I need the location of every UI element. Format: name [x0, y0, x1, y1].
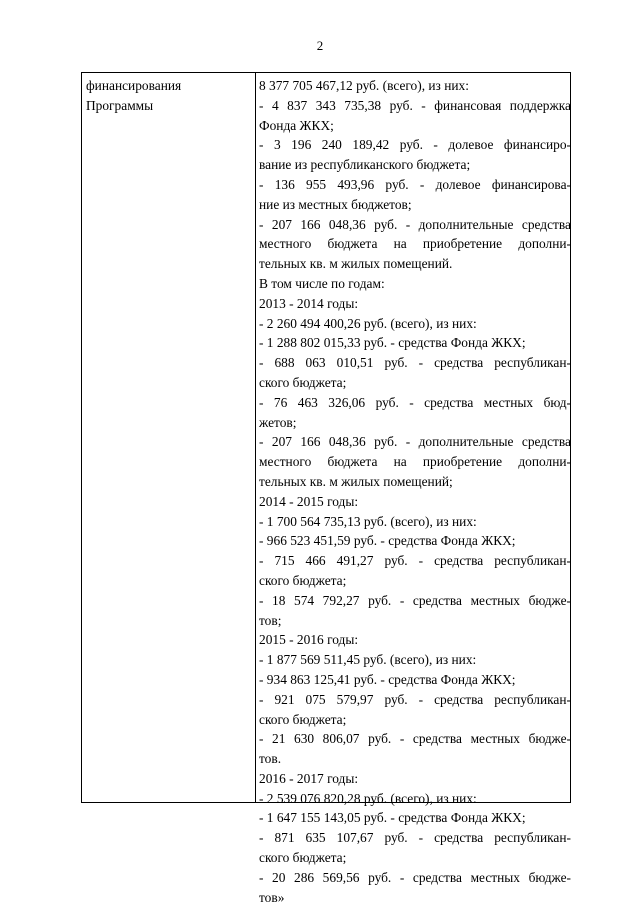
text-line: - 1 877 569 511,45 руб. (всего), из них:: [259, 652, 477, 668]
text-line: 2016 - 2017 годы:: [259, 770, 359, 786]
text-line: ние из местных бюджетов;: [259, 196, 412, 212]
text-line: - 871 635 107,67 руб. - средства республикан-: [259, 830, 571, 846]
text-line: Программы: [86, 97, 154, 113]
text-line: - 207 166 048,36 руб. - дополнительные средства: [259, 216, 571, 232]
text-line: тов;: [259, 612, 282, 628]
text-line: ского бюджета;: [259, 572, 347, 588]
text-line: - 921 075 579,97 руб. - средства республикан-: [259, 691, 571, 707]
text-line: тельных кв. м жилых помещений;: [259, 473, 453, 489]
text-line: тельных кв. м жилых помещений.: [259, 256, 453, 272]
text-line: - 207 166 048,36 руб. - дополнительные средства: [259, 434, 571, 450]
text-line: Фонда ЖКХ;: [259, 117, 334, 133]
text-line: вание из республиканского бюджета;: [259, 157, 471, 173]
funding-table: [81, 72, 571, 905]
text-line: тов.: [259, 751, 282, 767]
text-line: - 76 463 326,06 руб. - средства местных бюд-: [259, 394, 571, 410]
text-line: 8 377 705 467,12 руб. (всего), из них:: [259, 78, 469, 93]
text-line: - 688 063 010,51 руб. - средства республикан-: [259, 355, 571, 371]
text-line: - 1 288 802 015,33 руб. - средства Фонда ЖКХ;: [259, 335, 526, 351]
text-line: - 18 574 792,27 руб. - средства местных бюдже-: [259, 592, 571, 608]
text-line: - 136 955 493,96 руб. - долевое финансирова-: [259, 176, 571, 192]
text-line: тов»: [259, 889, 285, 905]
text-line: - 4 837 343 735,38 руб. - финансовая поддержка: [259, 97, 571, 113]
text-line: - 3 196 240 189,42 руб. - долевое финансиро-: [259, 137, 571, 153]
text-line: - 2 539 076 820,28 руб. (всего), из них:: [259, 790, 477, 806]
text-line: местного бюджета на приобретение дополни-: [259, 236, 571, 252]
text-line: 2013 - 2014 годы:: [259, 295, 359, 311]
left-cell: [86, 76, 252, 116]
text-line: ского бюджета;: [259, 850, 347, 866]
text-line: жетов;: [259, 414, 297, 430]
text-line: - 21 630 806,07 руб. - средства местных бюдже-: [259, 731, 571, 747]
column-divider: [255, 73, 256, 802]
text-line: - 1 700 564 735,13 руб. (всего), из них:: [259, 513, 477, 529]
text-line: - 966 523 451,59 руб. - средства Фонда ЖКХ;: [259, 533, 516, 549]
text-line: ского бюджета;: [259, 374, 347, 390]
text-line: финансирования: [86, 78, 182, 93]
text-line: местного бюджета на приобретение дополни-: [259, 454, 571, 470]
text-line: ского бюджета;: [259, 711, 347, 727]
text-line: 2015 - 2016 годы:: [259, 632, 359, 648]
text-line: - 20 286 569,56 руб. - средства местных бюдже-: [259, 869, 571, 885]
text-line: - 934 863 125,41 руб. - средства Фонда ЖКХ;: [259, 671, 516, 687]
page-number: 2: [316, 38, 324, 53]
right-cell: [259, 76, 571, 907]
text-line: - 1 647 155 143,05 руб. - средства Фонда ЖКХ;: [259, 810, 526, 826]
text-line: 2014 - 2015 годы:: [259, 493, 359, 509]
text-line: В том числе по годам:: [259, 275, 385, 291]
text-line: - 715 466 491,27 руб. - средства республикан-: [259, 553, 571, 569]
text-line: - 2 260 494 400,26 руб. (всего), из них:: [259, 315, 477, 331]
